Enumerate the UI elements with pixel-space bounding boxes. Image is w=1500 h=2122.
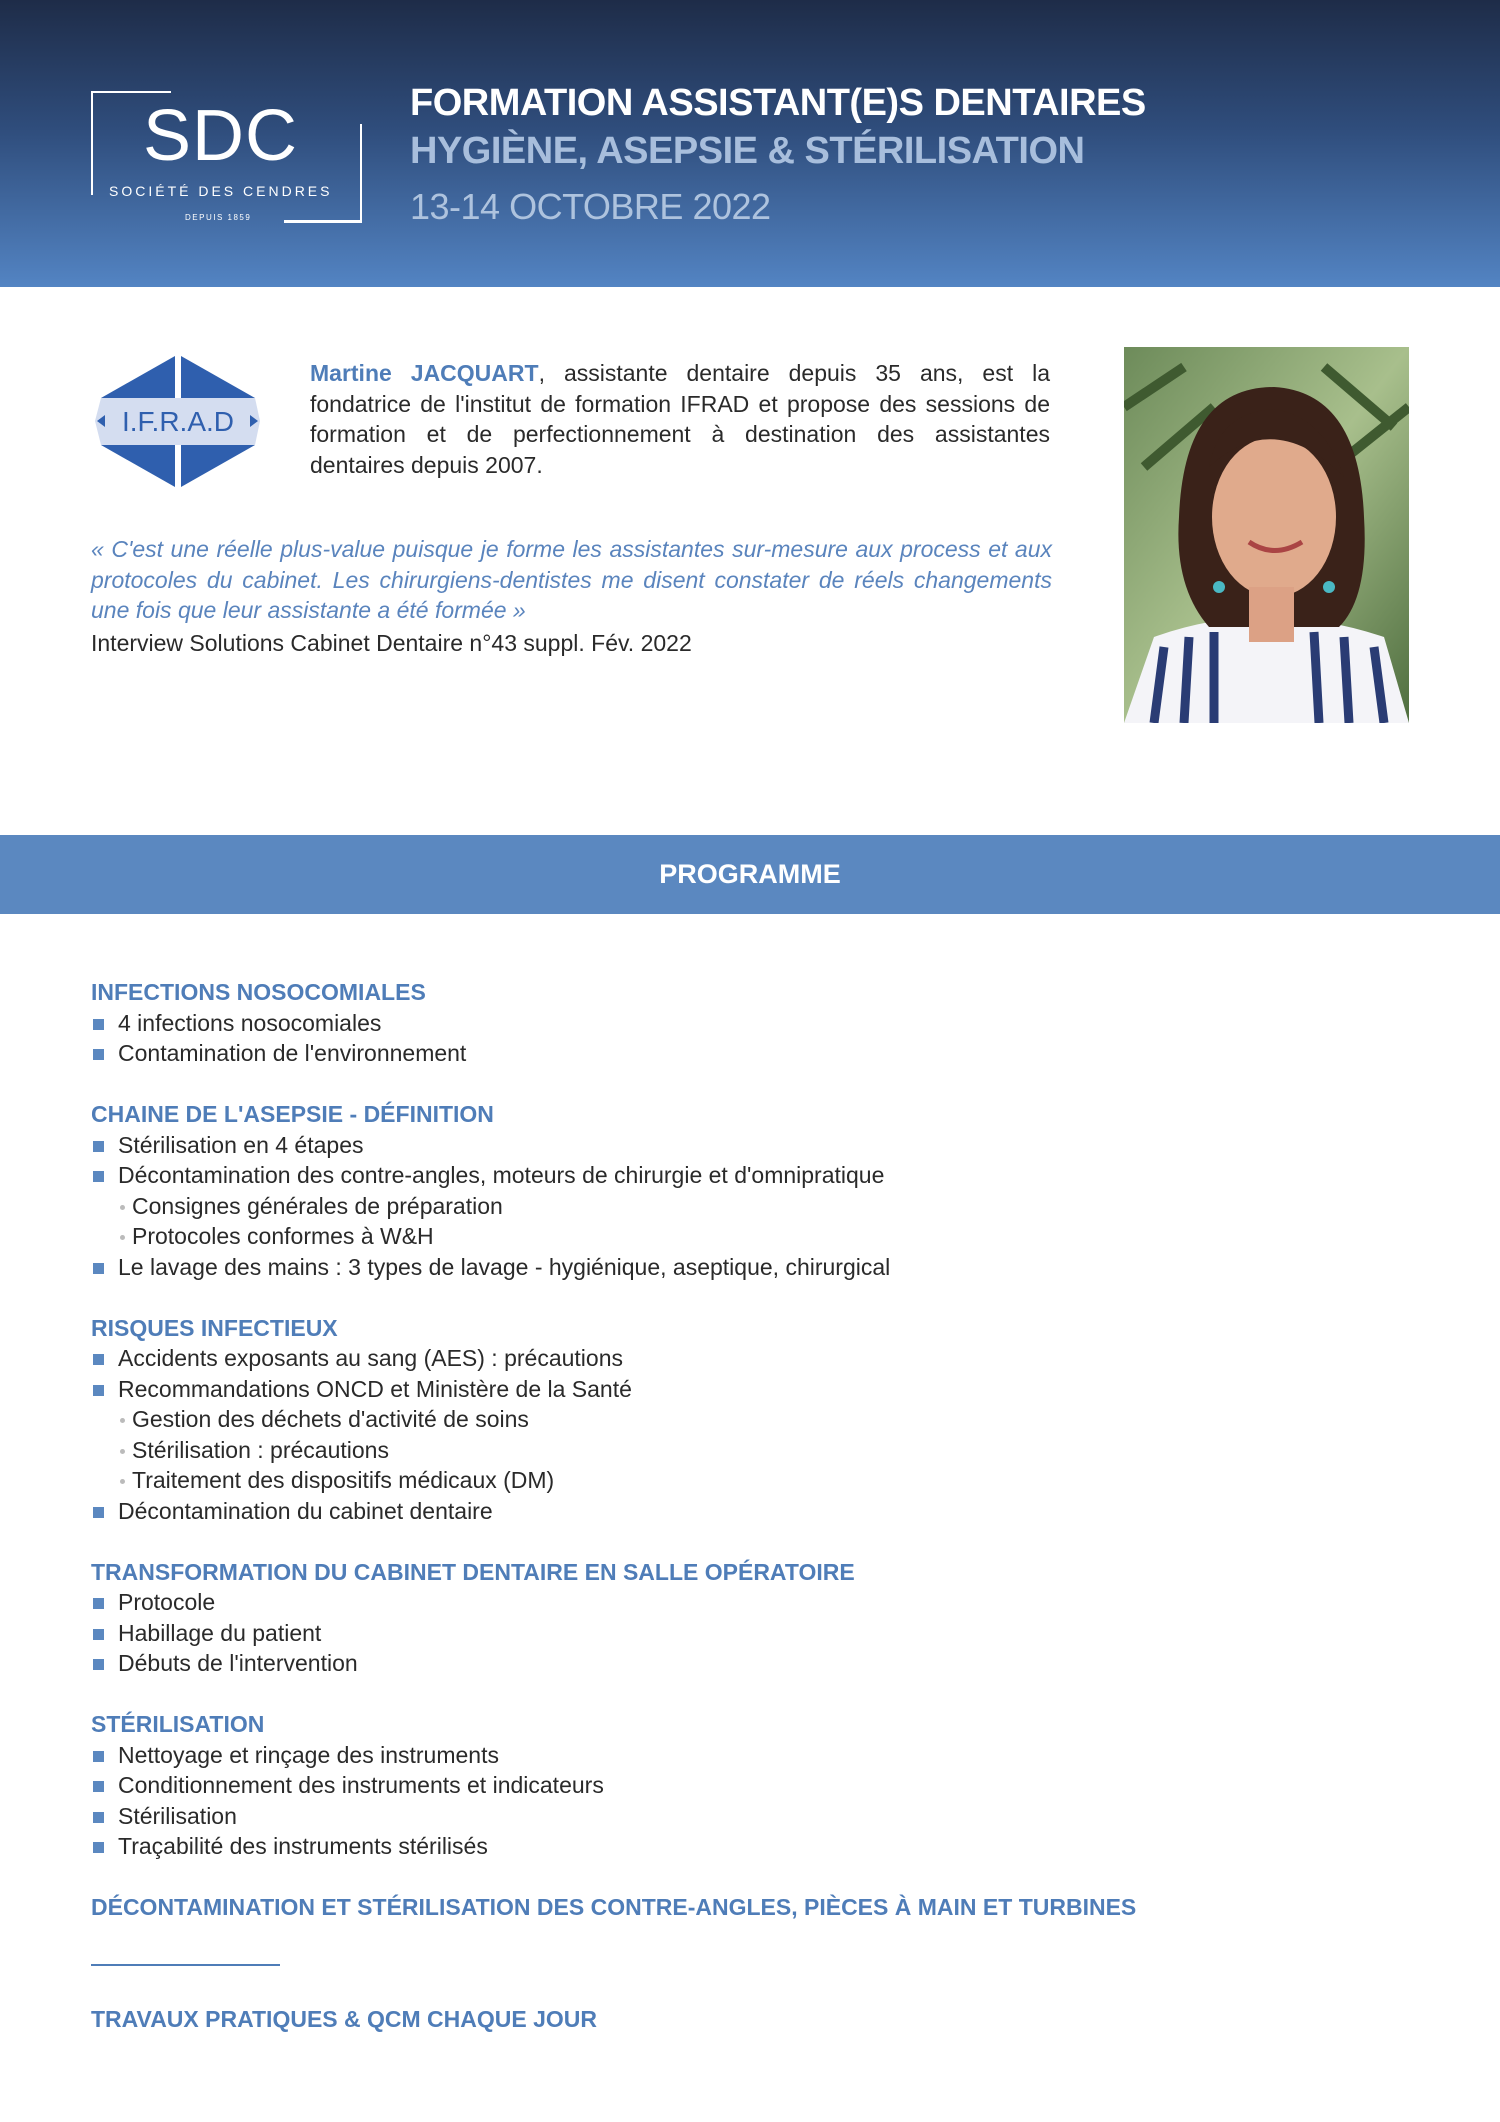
trainer-bio xyxy=(310,358,1050,480)
list-item: Décontamination du cabinet dentaire xyxy=(91,1496,1391,1527)
programme-banner xyxy=(0,835,1500,914)
programme-section xyxy=(91,1892,1391,1923)
list-item: Recommandations ONCD et Ministère de la Santé xyxy=(91,1374,1391,1405)
section-heading: STÉRILISATION xyxy=(91,1711,265,1737)
list-item: Accidents exposants au sang (AES) : précautions xyxy=(91,1343,1391,1374)
sdc-logo xyxy=(91,91,362,223)
programme-list xyxy=(91,977,1391,1953)
list-item: Protocole xyxy=(91,1587,1391,1618)
list-item: Stérilisation en 4 étapes xyxy=(91,1130,1391,1161)
list-item: Débuts de l'intervention xyxy=(91,1648,1391,1679)
trainer-photo xyxy=(1124,347,1409,723)
section-heading: INFECTIONS NOSOCOMIALES xyxy=(91,979,426,1005)
logo-subtitle: SOCIÉTÉ DES CENDRES xyxy=(109,183,333,199)
list-item: Traçabilité des instruments stérilisés xyxy=(91,1831,1391,1862)
ifrad-logo-text: I.F.R.A.D xyxy=(121,406,235,437)
section-heading: CHAINE DE L'ASEPSIE - DÉFINITION xyxy=(91,1101,494,1127)
sub-list-item: Consignes générales de préparation xyxy=(91,1191,1391,1222)
list-item: 4 infections nosocomiales xyxy=(91,1008,1391,1039)
section-heading: RISQUES INFECTIEUX xyxy=(91,1314,338,1341)
sub-list-item: Protocoles conformes à W&H xyxy=(91,1221,1391,1252)
list-item: Nettoyage et rinçage des instruments xyxy=(91,1740,1391,1771)
programme-section xyxy=(91,1099,1391,1282)
event-date: 13-14 OCTOBRE 2022 xyxy=(410,186,771,227)
logo-text: SDC xyxy=(143,96,299,176)
list-item: Contamination de l'environnement xyxy=(91,1038,1391,1069)
section-heading: DÉCONTAMINATION ET STÉRILISATION DES CONTRE-ANGLES, PIÈCES À MAIN ET TURBINES xyxy=(91,1894,1137,1920)
programme-section xyxy=(91,977,1391,1069)
page-subtitle: HYGIÈNE, ASEPSIE & STÉRILISATION xyxy=(410,130,1085,172)
trainer-quote: « C'est une réelle plus-value puisque je forme les assistantes sur-mesure aux process et aux protocoles du cabinet. Les chirurgiens-dentistes me disent constater de réels changements une fois que leur assistante a été formée » xyxy=(91,536,1052,623)
sub-list-item: Traitement des dispositifs médicaux (DM) xyxy=(91,1465,1391,1496)
programme-section xyxy=(91,1709,1391,1862)
divider xyxy=(91,1964,280,1966)
programme-section xyxy=(91,1313,1391,1527)
ifrad-logo xyxy=(95,356,260,487)
section-heading: TRANSFORMATION DU CABINET DENTAIRE EN SALLE OPÉRATOIRE xyxy=(91,1558,855,1585)
logo-since: DEPUIS 1859 xyxy=(185,213,252,222)
programme-title: PROGRAMME xyxy=(659,859,841,889)
trainer-bio-text: , assistante dentaire depuis 35 ans, est la fondatrice de l'institut de formation IFRAD et propose des sessions de formation et de perfectionnement à destination des assistantes dentaires depuis 2007. xyxy=(310,360,1050,478)
list-item: Conditionnement des instruments et indicateurs xyxy=(91,1770,1391,1801)
sub-list-item: Gestion des déchets d'activité de soins xyxy=(91,1404,1391,1435)
list-item: Habillage du patient xyxy=(91,1618,1391,1649)
programme-footer: TRAVAUX PRATIQUES & QCM CHAQUE JOUR xyxy=(91,2006,598,2032)
list-item: Décontamination des contre-angles, moteurs de chirurgie et d'omnipratique xyxy=(91,1160,1391,1191)
header-banner xyxy=(0,0,1500,287)
page-title: FORMATION ASSISTANT(E)S DENTAIRES xyxy=(410,82,1146,124)
trainer-name: Martine JACQUART xyxy=(310,360,539,386)
quote-citation: Interview Solutions Cabinet Dentaire n°43 suppl. Fév. 2022 xyxy=(91,630,692,656)
sub-list-item: Stérilisation : précautions xyxy=(91,1435,1391,1466)
list-item: Le lavage des mains : 3 types de lavage - hygiénique, aseptique, chirurgical xyxy=(91,1252,1391,1283)
list-item: Stérilisation xyxy=(91,1801,1391,1832)
programme-section xyxy=(91,1557,1391,1679)
